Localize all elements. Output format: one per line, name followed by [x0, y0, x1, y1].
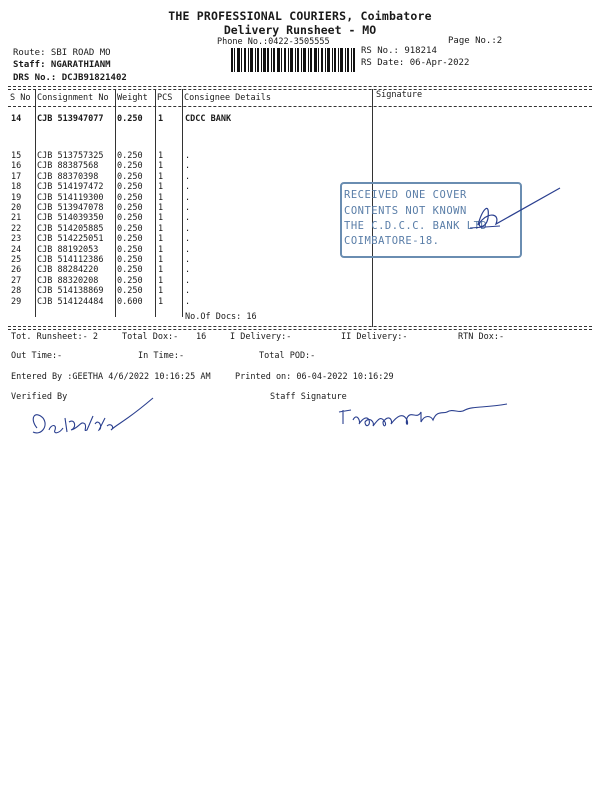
no-of-docs: No.Of Docs: 16 [185, 312, 257, 322]
cell-weight: 0.250 [117, 255, 143, 265]
ii-delivery: II Delivery:- [341, 332, 408, 342]
cell-weight: 0.250 [117, 265, 143, 276]
col-consignee-details: Consignee Details [184, 93, 271, 103]
phone-number: Phone No.:0422-3505555 [217, 37, 330, 47]
cell-pcs: 1 [158, 265, 164, 276]
cell-weight: 0.250 [117, 223, 143, 234]
cell-consignment-no: CJB 514119300 [37, 192, 104, 203]
cell-sno: 21 [11, 213, 22, 224]
i-delivery: I Delivery:- [230, 332, 292, 342]
cell-consignee-details: . [185, 244, 191, 255]
cell-sno: 24 [11, 244, 22, 255]
cell-consignment-no: CJB 88387568 [37, 161, 99, 172]
cell-weight: 0.250 [117, 182, 143, 193]
cell-pcs: 1 [158, 244, 164, 255]
cell-sno: 16 [11, 161, 22, 172]
cell-consignee-details: . [185, 151, 191, 161]
cell-weight: 0.250 [117, 192, 143, 203]
cell-consignment-no: CJB 88320208 [37, 275, 99, 286]
cell-pcs: 1 [158, 296, 164, 307]
rs-number: RS No.: 918214 [361, 46, 437, 56]
cell-consignment-no: CJB 514225051 [37, 234, 104, 245]
col-sno: S No [10, 93, 31, 103]
cell-weight: 0.250 [117, 286, 143, 297]
cell-sno: 17 [11, 171, 22, 182]
cell-consignment-no: CJB 514205885 [37, 223, 104, 234]
company-title: THE PROFESSIONAL COURIERS, Coimbatore [168, 9, 432, 23]
cell-consignee-details: . [185, 213, 191, 224]
cell-pcs: 1 [158, 161, 164, 172]
stamp-line: CONTENTS NOT KNOWN [344, 205, 467, 217]
cell-pcs: 1 [158, 275, 164, 286]
verifier-signature [25, 388, 165, 448]
divider [8, 326, 592, 327]
cell-consignee-details: . [185, 255, 191, 265]
cell-consignment-no: CJB 514039350 [37, 213, 104, 224]
stamp-signature-scribble [460, 180, 564, 240]
cell-consignment-no: CJB 514138869 [37, 286, 104, 297]
cell-consignment-no: CJB 514124484 [37, 296, 104, 307]
total-pod: Total POD:- [259, 351, 316, 361]
cell-sno: 26 [11, 265, 22, 276]
barcode [231, 48, 355, 72]
staff-name: Staff: NGARATHIANM [13, 60, 111, 70]
cell-pcs: 1 [158, 114, 164, 124]
cell-sno: 27 [11, 275, 22, 286]
cell-sno: 29 [11, 296, 22, 307]
cell-sno: 18 [11, 182, 22, 193]
cell-consignment-no: CJB 514112386 [37, 255, 104, 265]
staff-signature [335, 392, 515, 432]
cell-pcs: 1 [158, 255, 164, 265]
divider [8, 329, 592, 330]
cell-pcs: 1 [158, 223, 164, 234]
total-dox-value: 16 [196, 332, 207, 342]
stamp-line: COIMBATORE-18. [344, 235, 440, 247]
table-row [0, 297, 600, 309]
cell-consignee-details: . [185, 161, 191, 172]
cell-weight: 0.250 [117, 275, 143, 286]
cell-consignee-details: . [185, 223, 191, 234]
total-dox-label: Total Dox:- [122, 332, 179, 342]
cell-consignee-details: . [185, 296, 191, 307]
cell-weight: 0.250 [117, 161, 143, 172]
cell-consignment-no: CJB 514197472 [37, 182, 104, 193]
cell-pcs: 1 [158, 234, 164, 245]
cell-pcs: 1 [158, 182, 164, 193]
cell-consignee-details: . [185, 192, 191, 203]
tot-runsheet: Tot. Runsheet:- 2 [11, 332, 98, 342]
stamp-line: THE C.D.C.C. BANK LTD [344, 220, 488, 232]
printed-on: Printed on: 06-04-2022 10:16:29 [235, 372, 394, 382]
cell-sno: 25 [11, 255, 22, 265]
table-row [0, 114, 600, 126]
entered-by: Entered By :GEETHA 4/6/2022 10:16:25 AM [11, 372, 211, 382]
cell-pcs: 1 [158, 151, 164, 161]
cell-consignment-no: CJB 88284220 [37, 265, 99, 276]
cell-weight: 0.600 [117, 296, 143, 307]
cell-weight: 0.250 [117, 114, 143, 124]
cell-weight: 0.250 [117, 244, 143, 255]
cell-sno: 28 [11, 286, 22, 297]
col-signature: Signature [376, 90, 423, 100]
cell-consignment-no: CJB 513947077 [37, 114, 104, 124]
cell-sno: 19 [11, 192, 22, 203]
cell-weight: 0.250 [117, 151, 143, 161]
cell-consignee-details: . [185, 203, 191, 213]
cell-weight: 0.250 [117, 213, 143, 224]
staff-signature-label: Staff Signature [270, 392, 347, 402]
document-title: Delivery Runsheet - MO [223, 23, 377, 37]
cell-consignee-details: . [185, 234, 191, 245]
out-time: Out Time:- [11, 351, 63, 361]
rs-date: RS Date: 06-Apr-2022 [361, 58, 470, 68]
col-pcs: PCS [157, 93, 173, 103]
cell-pcs: 1 [158, 171, 164, 182]
cell-sno: 22 [11, 223, 22, 234]
cell-pcs: 1 [158, 286, 164, 297]
cell-sno: 20 [11, 203, 22, 213]
divider [8, 86, 592, 87]
cell-consignee-details: . [185, 275, 191, 286]
cell-pcs: 1 [158, 203, 164, 213]
cell-consignment-no: CJB 88192053 [37, 244, 99, 255]
cell-weight: 0.250 [117, 171, 143, 182]
cell-consignment-no: CJB 513947078 [37, 203, 104, 213]
cell-consignee-details: . [185, 171, 191, 182]
cell-consignment-no: CJB 513757325 [37, 151, 104, 161]
stamp-line: RECEIVED ONE COVER [344, 189, 467, 201]
cell-consignee-details: . [185, 182, 191, 193]
drs-number: DRS No.: DCJB91821402 [13, 73, 127, 83]
col-consignment: Consignment No [37, 93, 109, 103]
col-weight: Weight [117, 93, 148, 103]
cell-consignee-details: . [185, 286, 191, 297]
cell-consignee-details: . [185, 265, 191, 276]
divider [8, 106, 592, 107]
page-number: Page No.:2 [448, 36, 503, 46]
in-time: In Time:- [138, 351, 185, 361]
cell-pcs: 1 [158, 192, 164, 203]
verified-by: Verified By [11, 392, 68, 402]
cell-consignee-details: CDCC BANK [185, 114, 232, 124]
cell-weight: 0.250 [117, 203, 143, 213]
route: Route: SBI ROAD MO [13, 48, 111, 58]
cell-consignment-no: CJB 88370398 [37, 171, 99, 182]
table-header [0, 90, 600, 105]
cell-weight: 0.250 [117, 234, 143, 245]
rtn-dox: RTN Dox:- [458, 332, 505, 342]
cell-sno: 14 [11, 114, 22, 124]
cell-sno: 23 [11, 234, 22, 245]
cell-pcs: 1 [158, 213, 164, 224]
cell-sno: 15 [11, 151, 22, 161]
divider [8, 89, 592, 90]
